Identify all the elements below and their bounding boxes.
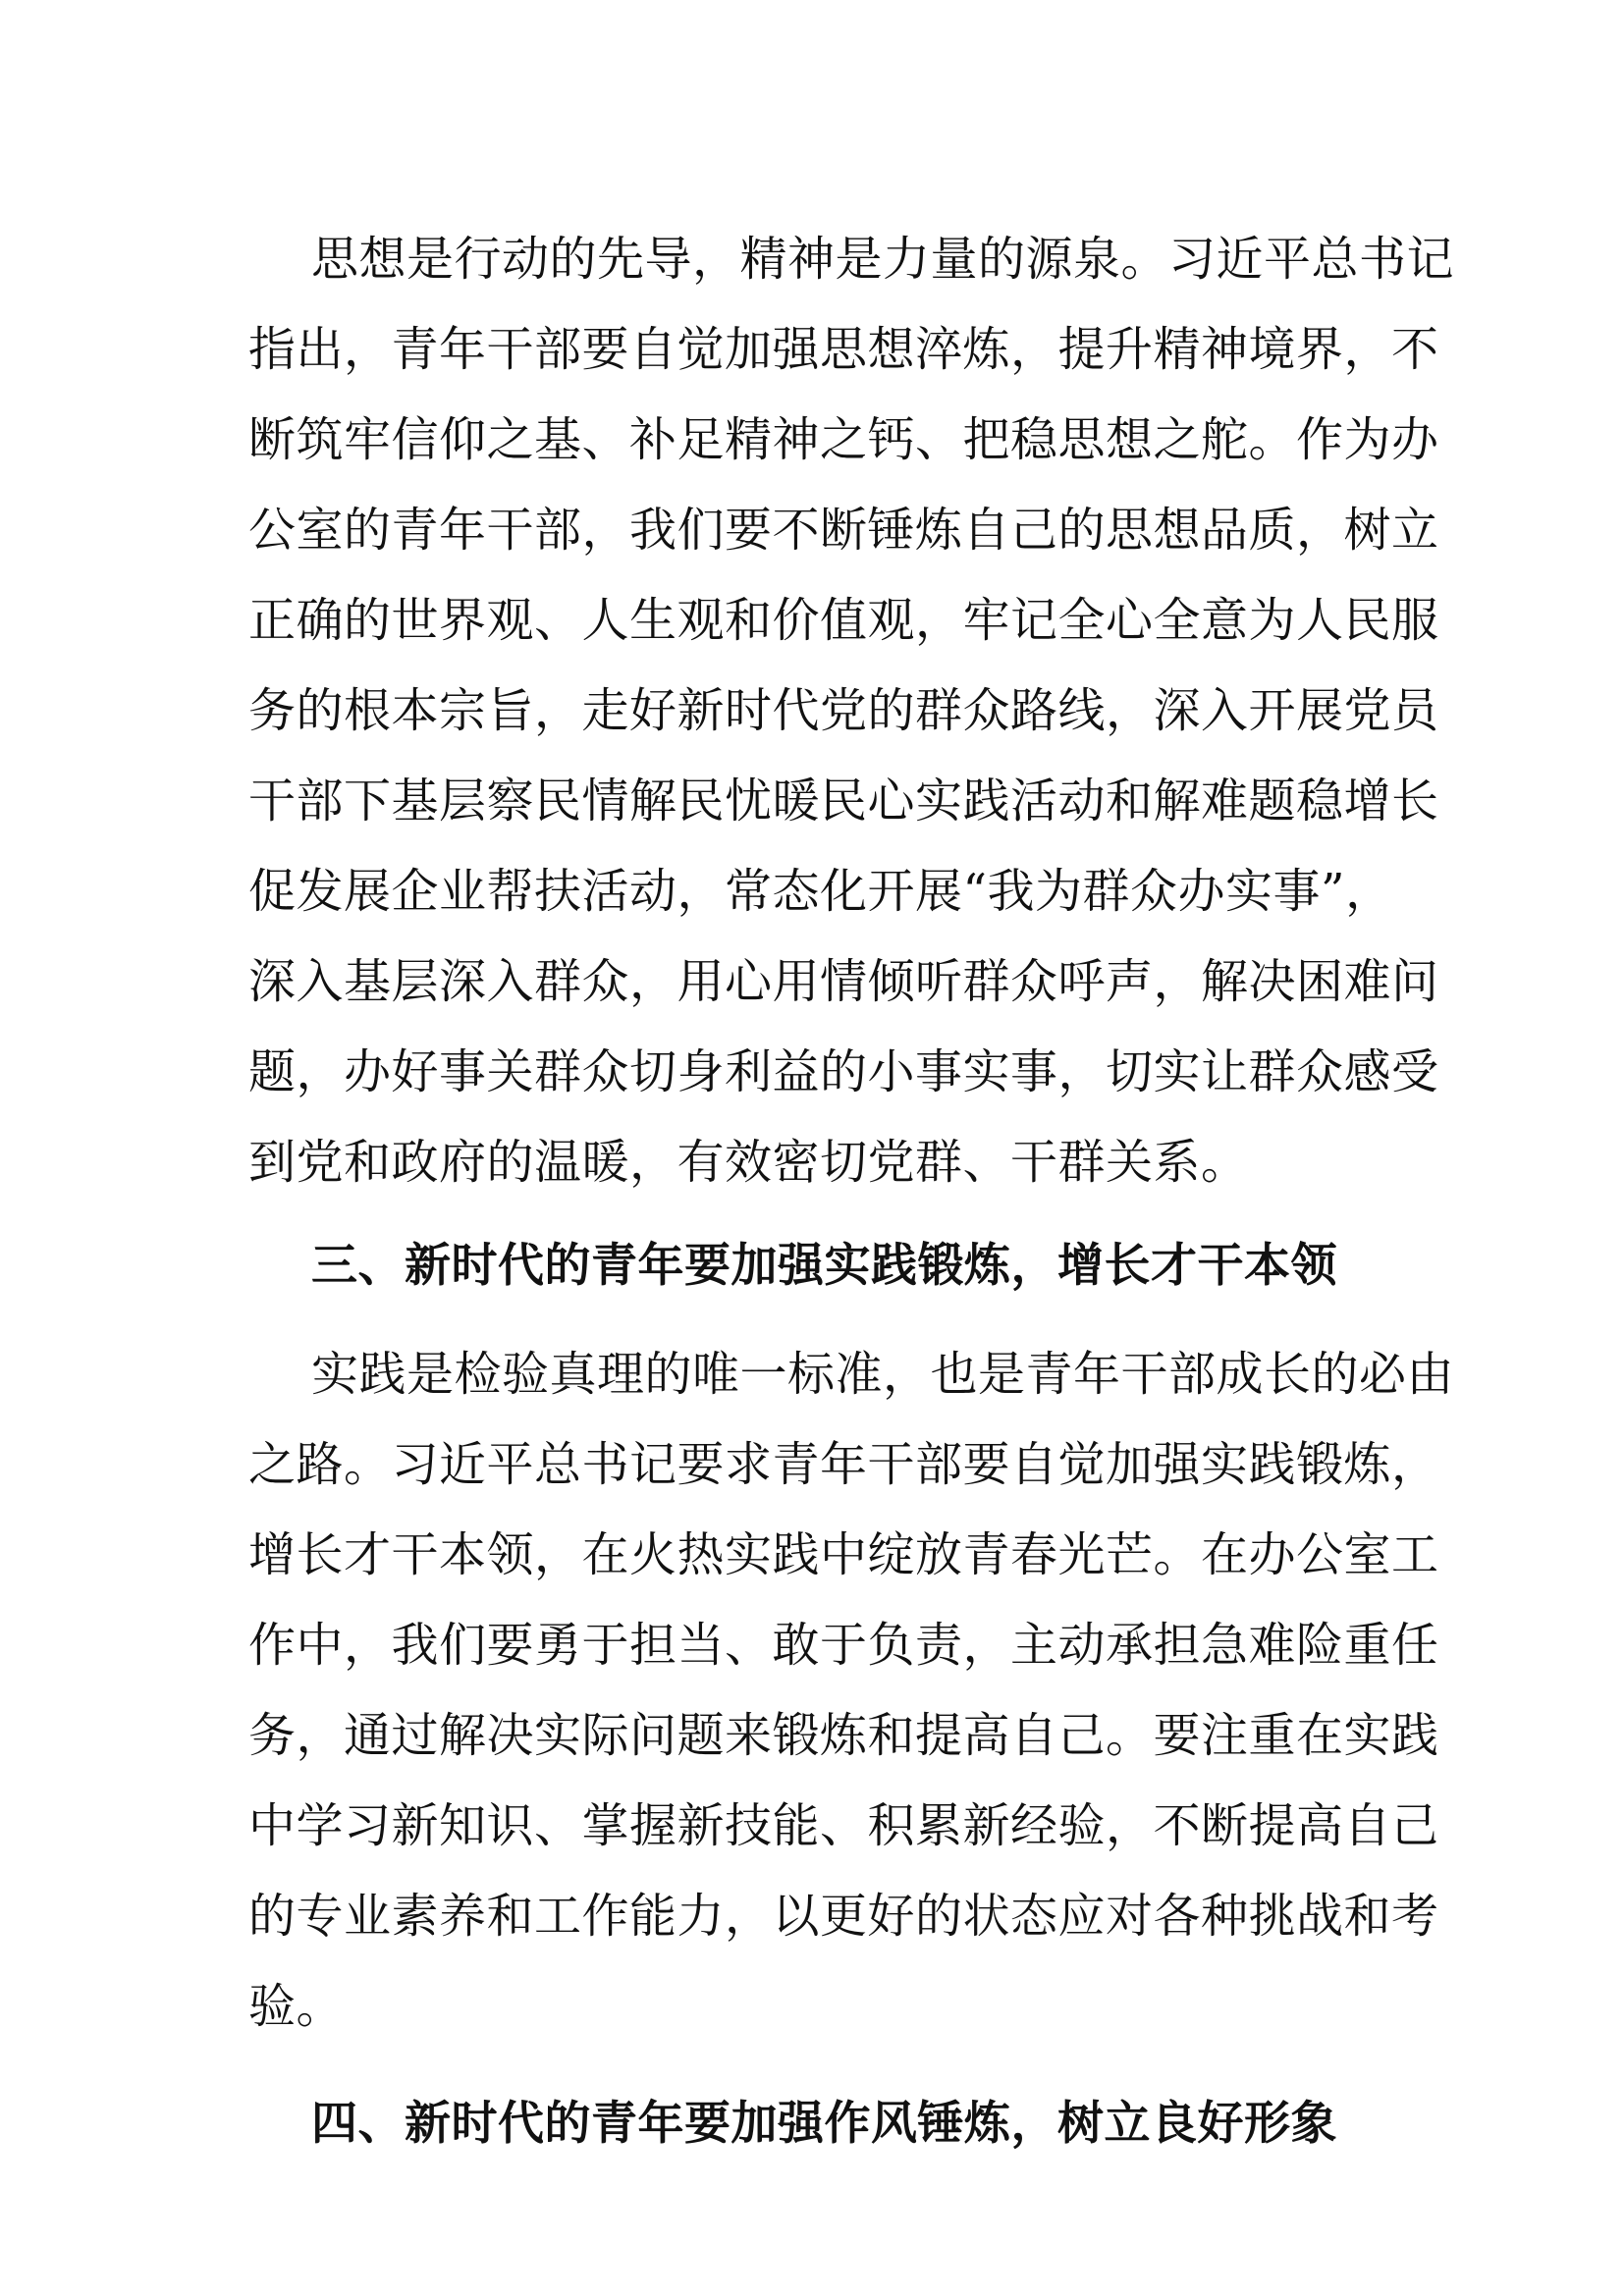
text-line: 之路。习近平总书记要求青年干部要自觉加强实践锻炼， bbox=[248, 1437, 1439, 1492]
text-line: 指出，青年干部要自觉加强思想淬炼，提升精神境界，不 bbox=[248, 322, 1439, 377]
text-line: 务的根本宗旨，走好新时代党的群众路线，深入开展党员 bbox=[248, 683, 1439, 738]
text-line: 实践是检验真理的唯一标准，也是青年干部成长的必由 bbox=[311, 1347, 1455, 1402]
text-line: 到党和政府的温暖，有效密切党群、干群关系。 bbox=[248, 1135, 1249, 1190]
text-line: 增长才干本领，在火热实践中绽放青春光芒。在办公室工 bbox=[248, 1527, 1439, 1582]
text-line: 深入基层深入群众，用心用情倾听群众呼声，解决困难问 bbox=[248, 954, 1439, 1009]
section-heading-3: 三、新时代的青年要加强实践锻炼，增长才干本领 bbox=[311, 1239, 1337, 1293]
paragraph-practice-tempering bbox=[248, 1329, 1455, 2052]
text-line: 公室的青年干部，我们要不断锤炼自己的思想品质，树立 bbox=[248, 503, 1439, 558]
section-heading-4: 四、新时代的青年要加强作风锤炼，树立良好形象 bbox=[311, 2097, 1337, 2151]
text-line: 断筑牢信仰之基、补足精神之钙、把稳思想之舵。作为办 bbox=[248, 412, 1439, 467]
text-line: 中学习新知识、掌握新技能、积累新经验，不断提高自己 bbox=[248, 1798, 1439, 1853]
text-line: 务，通过解决实际问题来锻炼和提高自己。要注重在实践 bbox=[248, 1708, 1439, 1763]
text-line: 正确的世界观、人生观和价值观，牢记全心全意为人民服 bbox=[248, 593, 1439, 648]
text-line: 作中，我们要勇于担当、敢于负责，主动承担急难险重任 bbox=[248, 1618, 1439, 1673]
text-line: 验。 bbox=[248, 1979, 345, 2034]
text-line: 思想是行动的先导，精神是力量的源泉。习近平总书记 bbox=[311, 232, 1455, 287]
text-line: 的专业素养和工作能力，以更好的状态应对各种挑战和考 bbox=[248, 1889, 1439, 1944]
document-body bbox=[248, 214, 1455, 2169]
paragraph-thought-tempering bbox=[248, 214, 1455, 1207]
text-line: 促发展企业帮扶活动，常态化开展“我为群众办实事”， bbox=[248, 864, 1393, 919]
text-line: 干部下基层察民情解民忧暖民心实践活动和解难题稳增长 bbox=[248, 774, 1439, 828]
text-line: 题，办好事关群众切身利益的小事实事，切实让群众感受 bbox=[248, 1044, 1439, 1099]
